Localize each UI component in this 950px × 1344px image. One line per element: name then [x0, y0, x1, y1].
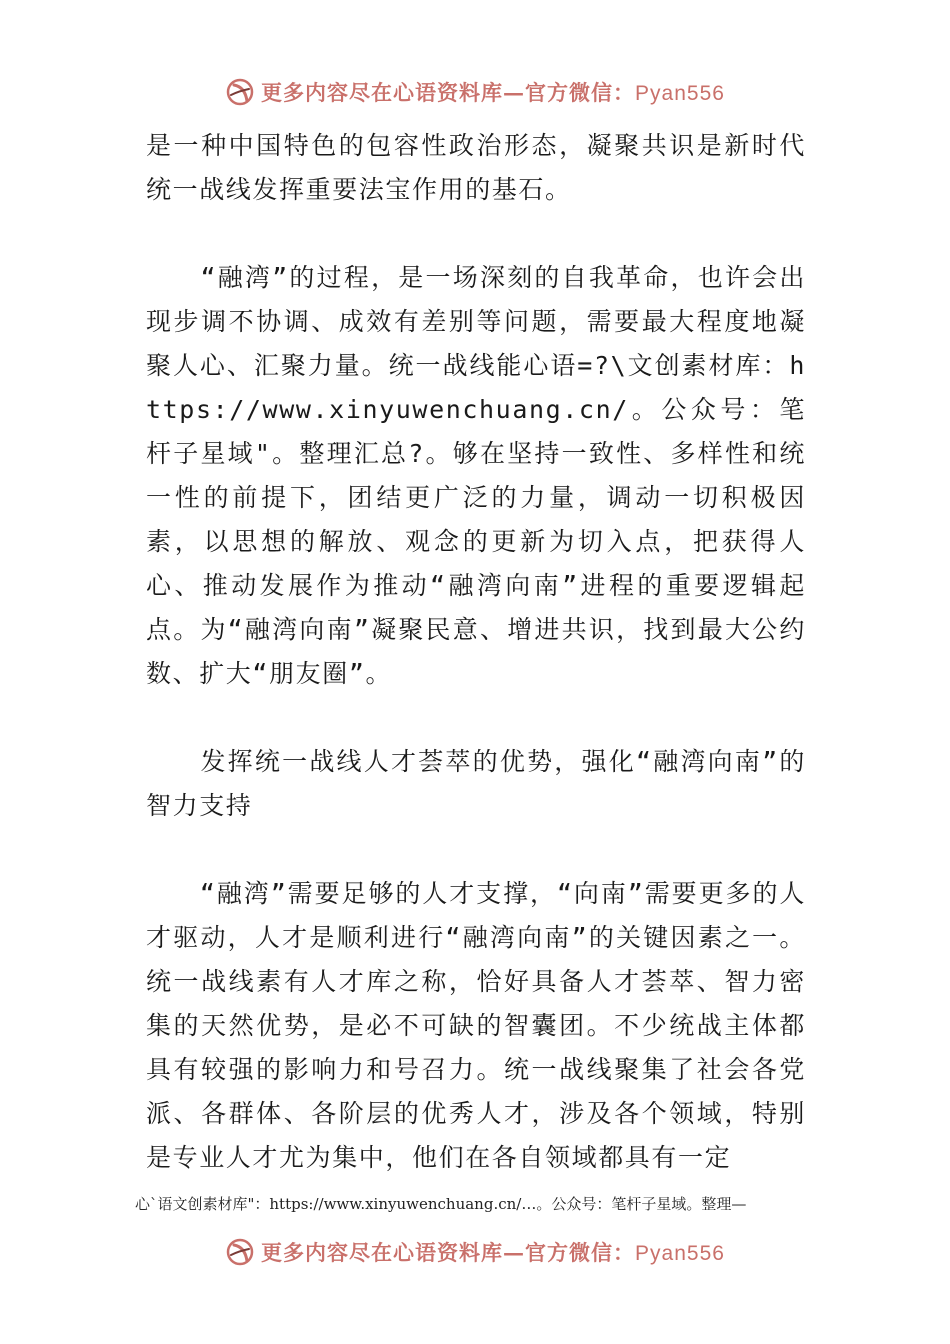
logo-icon	[225, 77, 255, 107]
footer-note: 心`语文创素材库"：https://www.xinyuwenchuang.cn/…。公众号：笔杆子星域。整理—	[135, 1195, 747, 1213]
paragraph-1: 是一种中国特色的包容性政治形态，凝聚共识是新时代统一战线发挥重要法宝作用的基石。	[146, 131, 806, 204]
banner-text: 更多内容尽在心语资料库—官方微信：Pyan556	[261, 1240, 725, 1265]
section-heading: 发挥统一战线人才荟萃的优势，强化“融湾向南”的智力支持	[146, 747, 806, 820]
paragraph-2: “融湾”的过程，是一场深刻的自我革命，也许会出现步调不协调、成效有差别等问题，需要最大程度地凝聚人心、汇聚力量。统一战线能心语=?\文创素材库：https://www.xinyuwenchuang.cn/。公众号：笔杆子星域"。整理汇总?。够在坚持一致性、多样性和统一性的前提下，团结更广泛的力量，调动一切积极因素，以思想的解放、观念的更新为切入点，把获得人心、推动发展作为推动“融湾向南”进程的重要逻辑起点。为“融湾向南”凝聚民意、增进共识，找到最大公约数、扩大“朋友圈”。	[146, 263, 806, 688]
wechat-id: Pyan556	[635, 82, 725, 105]
paragraph-3: “融湾”需要足够的人才支撑，“向南”需要更多的人才驱动，人才是顺利进行“融湾向南”的关键因素之一。统一战线素有人才库之称，恰好具备人才荟萃、智力密集的天然优势，是必不可缺的智囊团。不少统战主体都具有较强的影响力和号召力。统一战线聚集了社会各党派、各群体、各阶层的优秀人才，涉及各个领域，特别是专业人才尤为集中，他们在各自领域都具有一定	[146, 879, 806, 1172]
document-body	[146, 124, 806, 1180]
footer-banner	[0, 1232, 950, 1272]
wechat-id: Pyan556	[635, 1242, 725, 1265]
header-banner	[0, 72, 950, 112]
banner-text: 更多内容尽在心语资料库—官方微信：Pyan556	[261, 80, 725, 105]
logo-icon	[225, 1237, 255, 1267]
